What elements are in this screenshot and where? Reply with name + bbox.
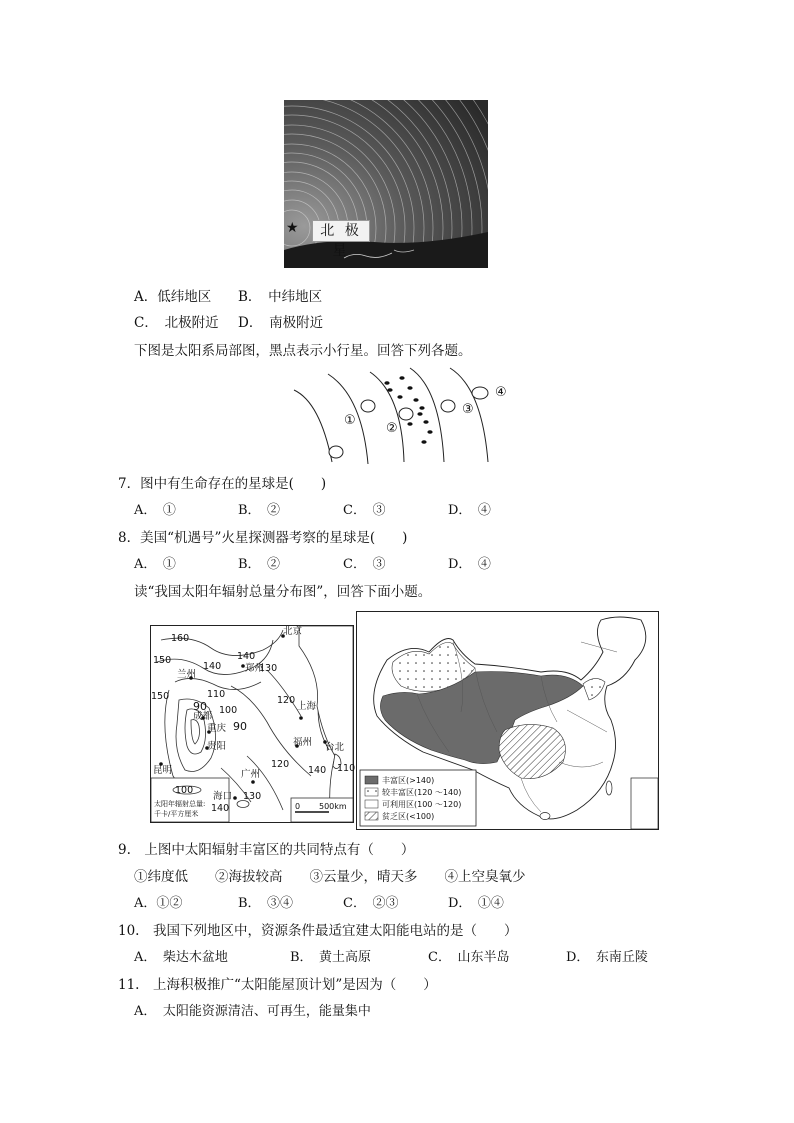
isoline-110-b: 110	[337, 763, 356, 774]
star-trail-photo	[284, 100, 488, 268]
q9-option-b: B． ③④	[238, 896, 294, 911]
q6-option-c: C． 北极附近	[134, 315, 219, 331]
isoline-140-d: 140	[211, 803, 230, 814]
city-shanghai: 上海	[297, 701, 317, 712]
isoline-120-a: 120	[277, 695, 296, 706]
solar-system-diagram	[292, 366, 520, 466]
q8-stem: 8．美国“机遇号”火星探测器考察的星球是( )	[118, 530, 408, 546]
map-intro: 读“我国太阳年辐射总量分布图”，回答下面小题。	[134, 584, 432, 600]
isoline-120-b: 120	[271, 759, 290, 770]
q11-option-a: A． 太阳能资源清洁、可再生，能量集中	[134, 1004, 371, 1019]
q10-option-b: B． 黄土高原	[290, 950, 372, 965]
isoline-90-a: 90	[193, 700, 207, 713]
city-chongqing: 重庆	[207, 723, 227, 734]
q8-option-d: D． ④	[448, 557, 491, 572]
city-guangzhou: 广州	[241, 769, 261, 780]
isoline-100-a: 100	[219, 705, 238, 716]
isoline-150-a: 150	[153, 655, 172, 666]
isoline-160: 160	[171, 633, 190, 644]
legend-rich: 丰富区(>140)	[382, 776, 435, 785]
city-zhengzhou: 郑州	[245, 663, 265, 674]
solar-label-4: ④	[495, 385, 507, 400]
city-guiyang: 贵阳	[207, 741, 227, 752]
q10-option-a: A． 柴达木盆地	[134, 950, 228, 965]
isoline-100-b: 100	[175, 785, 194, 796]
q10-stem: 10. 我国下列地区中，资源条件最适宜建太阳能电站的是（ ）	[118, 923, 518, 939]
solar-label-2: ②	[386, 421, 398, 436]
q7-option-d: D． ④	[448, 503, 491, 518]
city-haikou: 海口	[213, 791, 233, 802]
q6-option-b: B． 中纬地区	[238, 289, 323, 305]
q9-stem: 9. 上图中太阳辐射丰富区的共同特点有（ ）	[118, 842, 415, 858]
q8-option-c: C． ③	[343, 557, 386, 572]
legend-unit: 千卡/平方厘米	[154, 810, 199, 818]
solar-label-3: ③	[462, 402, 474, 417]
isoline-110-a: 110	[207, 689, 226, 700]
star-icon: ★	[286, 220, 299, 236]
q7-option-c: C． ③	[343, 503, 386, 518]
q9-option-a: A．①②	[134, 896, 183, 911]
city-beijing: 北京	[283, 626, 303, 637]
q9-option-c: C． ②③	[343, 896, 399, 911]
solar-label-1: ①	[344, 413, 356, 428]
isoline-130-b: 130	[243, 791, 262, 802]
city-taipei: 台北	[325, 742, 345, 753]
radiation-isoline-map	[150, 625, 354, 823]
city-kunming: 昆明	[153, 765, 173, 776]
city-fuzhou: 福州	[293, 737, 313, 748]
q8-option-b: B． ②	[238, 557, 281, 572]
isoline-140-c: 140	[308, 765, 327, 776]
q11-stem: 11. 上海积极推广“太阳能屋顶计划”是因为（ ）	[118, 977, 437, 993]
q9-option-d: D． ①④	[448, 896, 504, 911]
q7-option-b: B． ②	[238, 503, 281, 518]
isoline-150-b: 150	[151, 691, 170, 702]
scale-label: 500km	[319, 802, 347, 811]
isoline-90-b: 90	[233, 720, 247, 733]
q10-option-d: D． 东南丘陵	[566, 950, 648, 965]
isoline-130-a: 130	[259, 663, 278, 674]
q7-option-a: A． ①	[134, 503, 176, 518]
solar-intro: 下图是太阳系局部图，黑点表示小行星。回答下列各题。	[134, 343, 472, 359]
legend-fairly-rich: 较丰富区(120 ～140)	[382, 788, 462, 797]
city-chengdu: 成都	[193, 711, 213, 722]
isoline-140-a: 140	[237, 651, 256, 662]
q7-stem: 7．图中有生命存在的星球是( )	[118, 476, 327, 492]
city-lanzhou: 兰州	[177, 669, 197, 680]
china-radiation-zone-map	[356, 611, 659, 830]
q8-option-a: A． ①	[134, 557, 176, 572]
isoline-140-b: 140	[203, 661, 222, 672]
q10-option-c: C． 山东半岛	[428, 950, 510, 965]
q6-option-d: D． 南极附近	[238, 315, 324, 331]
legend-title: 太阳年辐射总量:	[154, 800, 206, 808]
legend-usable: 可利用区(100 ～120)	[382, 800, 462, 809]
q6-option-a: A．低纬地区	[134, 289, 212, 305]
legend-poor: 贫乏区(<100)	[382, 812, 435, 821]
q9-items: ①纬度低 ②海拔较高 ③云量少，晴天多 ④上空臭氧少	[134, 869, 526, 885]
polaris-label: 北 极 星	[312, 220, 370, 242]
scale-zero: 0	[295, 802, 301, 811]
